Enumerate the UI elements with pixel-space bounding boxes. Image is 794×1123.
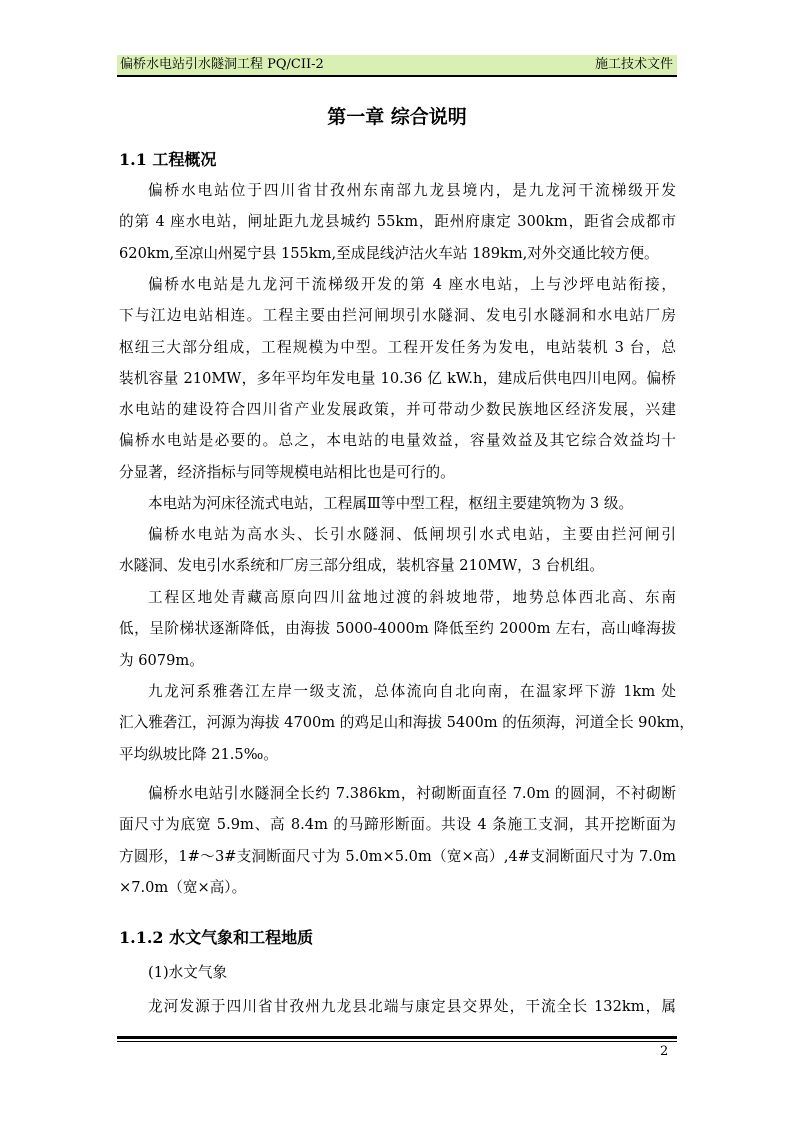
paragraph-line: 面尺寸为底宽 5.9m、高 8.4m 的马蹄形断面。共设 4 条施工支洞，其开挖断面为 bbox=[119, 816, 676, 834]
paragraph-7 bbox=[119, 778, 676, 903]
paragraph-5 bbox=[119, 582, 676, 676]
paragraph-4 bbox=[119, 519, 676, 582]
paragraph-line: 装机容量 210MW，多年平均年发电量 10.36 亿 kW.h，建成后供电四川电网。偏桥 bbox=[119, 369, 676, 387]
paragraph-6 bbox=[119, 676, 695, 770]
footer-rule-thick bbox=[117, 1036, 677, 1039]
paragraph-line: 分显著，经济指标与同等规模电站相比也是可行的。 bbox=[119, 463, 455, 481]
subheading-hydrology bbox=[119, 957, 676, 988]
footer-rule-thin bbox=[117, 1041, 677, 1042]
paragraph-line: 平均纵坡比降 21.5‰。 bbox=[119, 745, 278, 763]
paragraph-line: 620km,至凉山州冕宁县 155km,至成昆线泸沽火车站 189km,对外交通比较方便。 bbox=[119, 244, 659, 262]
paragraph-line: 低，呈阶梯状逐渐降低，由海拔 5000-4000m 降低至约 2000m 左右，高山峰海拔 bbox=[119, 620, 676, 638]
paragraph-line: 汇入雅砻江，河源为海拔 4700m 的鸡足山和海拔 5400m 的伍须海，河道全长 90km， bbox=[119, 714, 695, 732]
paragraph-line: 本电站为河床径流式电站，工程属Ⅲ等中型工程，枢纽主要建筑物为 3 级。 bbox=[148, 495, 634, 512]
subheading-line: (1)水文气象 bbox=[148, 964, 228, 981]
paragraph-line: 工程区地处青藏高原向四川盆地过渡的斜坡地带，地势总体西北高、东南 bbox=[148, 589, 676, 606]
paragraph-line: 的第 4 座水电站，闸址距九龙县城约 55km，距州府康定 300km，距省会成都市 bbox=[119, 213, 676, 231]
paragraph-line: 偏桥水电站是必要的。总之，本电站的电量效益，容量效益及其它综合效益均十 bbox=[119, 432, 676, 450]
section-heading-1-1: 1.1 工程概况 bbox=[119, 150, 217, 169]
header-rule bbox=[117, 75, 677, 77]
paragraph-2 bbox=[119, 269, 676, 488]
paragraph-line: 水隧洞、发电引水系统和厂房三部分组成，装机容量 210MW，3 台机组。 bbox=[119, 557, 604, 575]
page-number: 2 bbox=[660, 1044, 669, 1059]
paragraph-1 bbox=[119, 175, 676, 269]
paragraph-8 bbox=[119, 991, 676, 1022]
paragraph-line: ×7.0m（宽×高）。 bbox=[119, 878, 247, 896]
paragraph-line: 下与江边电站相连。工程主要由拦河闸坝引水隧洞、发电引水隧洞和水电站厂房 bbox=[119, 307, 676, 325]
paragraph-line: 枢纽三大部分组成，工程规模为中型。工程开发任务为发电，电站装机 3 台，总 bbox=[119, 338, 676, 356]
header-document-title: 偏桥水电站引水隧洞工程 PQ/CII-2 bbox=[120, 57, 324, 72]
page-header bbox=[117, 55, 677, 75]
paragraph-line: 九龙河系雅砻江左岸一级支流，总体流向自北向南，在温家坪下游 1km 处 bbox=[148, 683, 676, 700]
paragraph-line: 偏桥水电站位于四川省甘孜州东南部九龙县境内，是九龙河干流梯级开发 bbox=[148, 182, 676, 199]
paragraph-line: 偏桥水电站是九龙河干流梯级开发的第 4 座水电站，上与沙坪电站衔接， bbox=[148, 276, 676, 293]
paragraph-line: 方圆形，1#～3#支洞断面尺寸为 5.0m×5.0m（宽×高）,4#支洞断面尺寸为 7.0m bbox=[119, 847, 676, 865]
paragraph-line: 偏桥水电站为高水头、长引水隧洞、低闸坝引水式电站，主要由拦河闸引 bbox=[148, 526, 676, 543]
paragraph-3 bbox=[119, 488, 676, 519]
header-document-type: 施工技术文件 bbox=[594, 57, 673, 72]
paragraph-line: 偏桥水电站引水隧洞全长约 7.386km，衬砌断面直径 7.0m 的圆洞，不衬砌断 bbox=[148, 785, 676, 802]
paragraph-line: 水电站的建设符合四川省产业发展政策，并可带动少数民族地区经济发展，兴建 bbox=[119, 401, 676, 419]
chapter-title: 第一章 综合说明 bbox=[327, 106, 467, 128]
section-heading-1-1-2: 1.1.2 水文气象和工程地质 bbox=[119, 928, 314, 947]
paragraph-line: 为 6079m。 bbox=[119, 651, 204, 669]
paragraph-line: 龙河发源于四川省甘孜州九龙县北端与康定县交界处，干流全长 132km，属 bbox=[148, 998, 676, 1015]
